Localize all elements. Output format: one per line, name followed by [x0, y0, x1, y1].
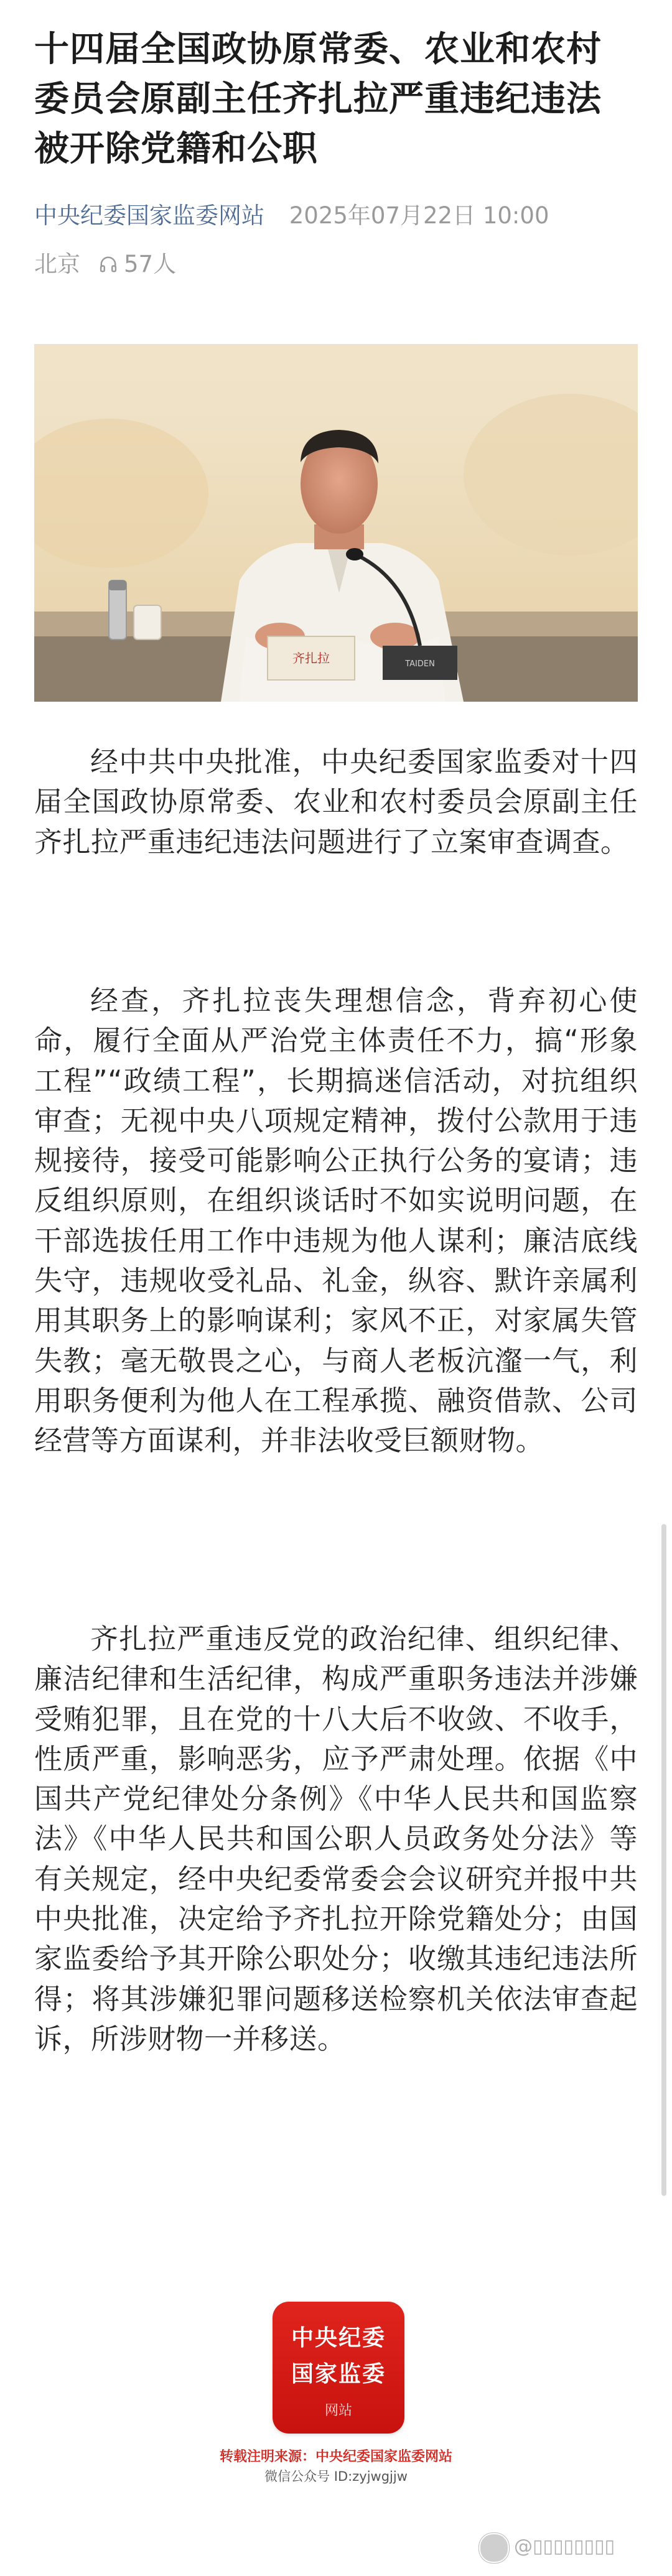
- article-footer: [0, 2302, 672, 2488]
- location: 北京: [34, 251, 80, 277]
- wechat-id: 微信公众号 ID:zyjwgjjw: [264, 2469, 408, 2484]
- paragraph-2: 经查，齐扎拉丧失理想信念，背弃初心使命，履行全面从严治党主体责任不力，搞“形象工程”“政绩工程”，长期搞迷信活动，对抗组织审查；无视中央八项规定精神，拨付公款用于违规接待，接受可能影响公正执行公务的宴请；违反组织原则，在组织谈话时不如实说明问题，在干部选拔任用工作中违规为他人谋利；廉洁底线失守，违规收受礼品、礼金，纵容、默许亲属利用其职务上的影响谋利；家风不正，对家属失管失教；毫无敬畏之心，与商人老板沆瀣一气，利用职务便利为他人在工程承揽、融资借款、公司经营等方面谋利，并非法收受巨额财物。: [34, 984, 638, 1458]
- paragraph-3: 齐扎拉严重违反党的政治纪律、组织纪律、廉洁纪律和生活纪律，构成严重职务违法并涉嫌受贿犯罪，且在党的十八大后不收敛、不收手，性质严重，影响恶劣，应予严肃处理。依据《中国共产党纪律处分条例》《中华人民共和国监察法》《中华人民共和国公职人员政务处分法》等有关规定，经中央纪委常委会会议研究并报中共中央批准，决定给予齐扎拉开除党籍处分；由国家监委给予其开除公职处分；收缴其违纪违法所得；将其涉嫌犯罪问题移送检察机关依法审查起诉，所涉财物一并移送。: [34, 1622, 638, 2055]
- watermark-bar: [0, 2519, 672, 2576]
- mic-label: TAIDEN: [405, 659, 435, 669]
- scrollbar[interactable]: [661, 1524, 666, 2196]
- watermark-text: @▯▯▯▯▯▯▯▯: [514, 2536, 615, 2557]
- logo-subtitle: 网站: [324, 2403, 352, 2419]
- repost-note: 转载注明来源：中央纪委国家监委网站: [219, 2449, 452, 2465]
- avatar: [479, 2533, 509, 2563]
- nameplate-text: 齐扎拉: [292, 651, 330, 666]
- article-title: 十四届全国政协原常委、农业和农村委员会原副主任齐扎拉严重违纪违法被开除党籍和公职: [34, 29, 602, 169]
- article-photo[interactable]: [34, 344, 638, 702]
- listen-count: 57人: [124, 251, 177, 277]
- article-meta: [34, 200, 549, 231]
- source-link[interactable]: 中央纪委国家监委网站: [34, 202, 264, 229]
- logo-line-1: 中央纪委: [291, 2325, 386, 2351]
- logo-line-2: 国家监委: [291, 2361, 386, 2387]
- headphones-icon: [99, 255, 118, 274]
- paragraph-1: 经中共中央批准，中央纪委国家监委对十四届全国政协原常委、农业和农村委员会原副主任齐扎拉严重违纪违法问题进行了立案审查调查。: [34, 745, 638, 858]
- listen-button[interactable]: [99, 249, 176, 280]
- publish-datetime: 2025年07月22日 10:00: [289, 202, 549, 229]
- article-meta-secondary: [34, 249, 176, 280]
- photo-illustration: [34, 344, 638, 702]
- ccdi-logo: [273, 2302, 404, 2434]
